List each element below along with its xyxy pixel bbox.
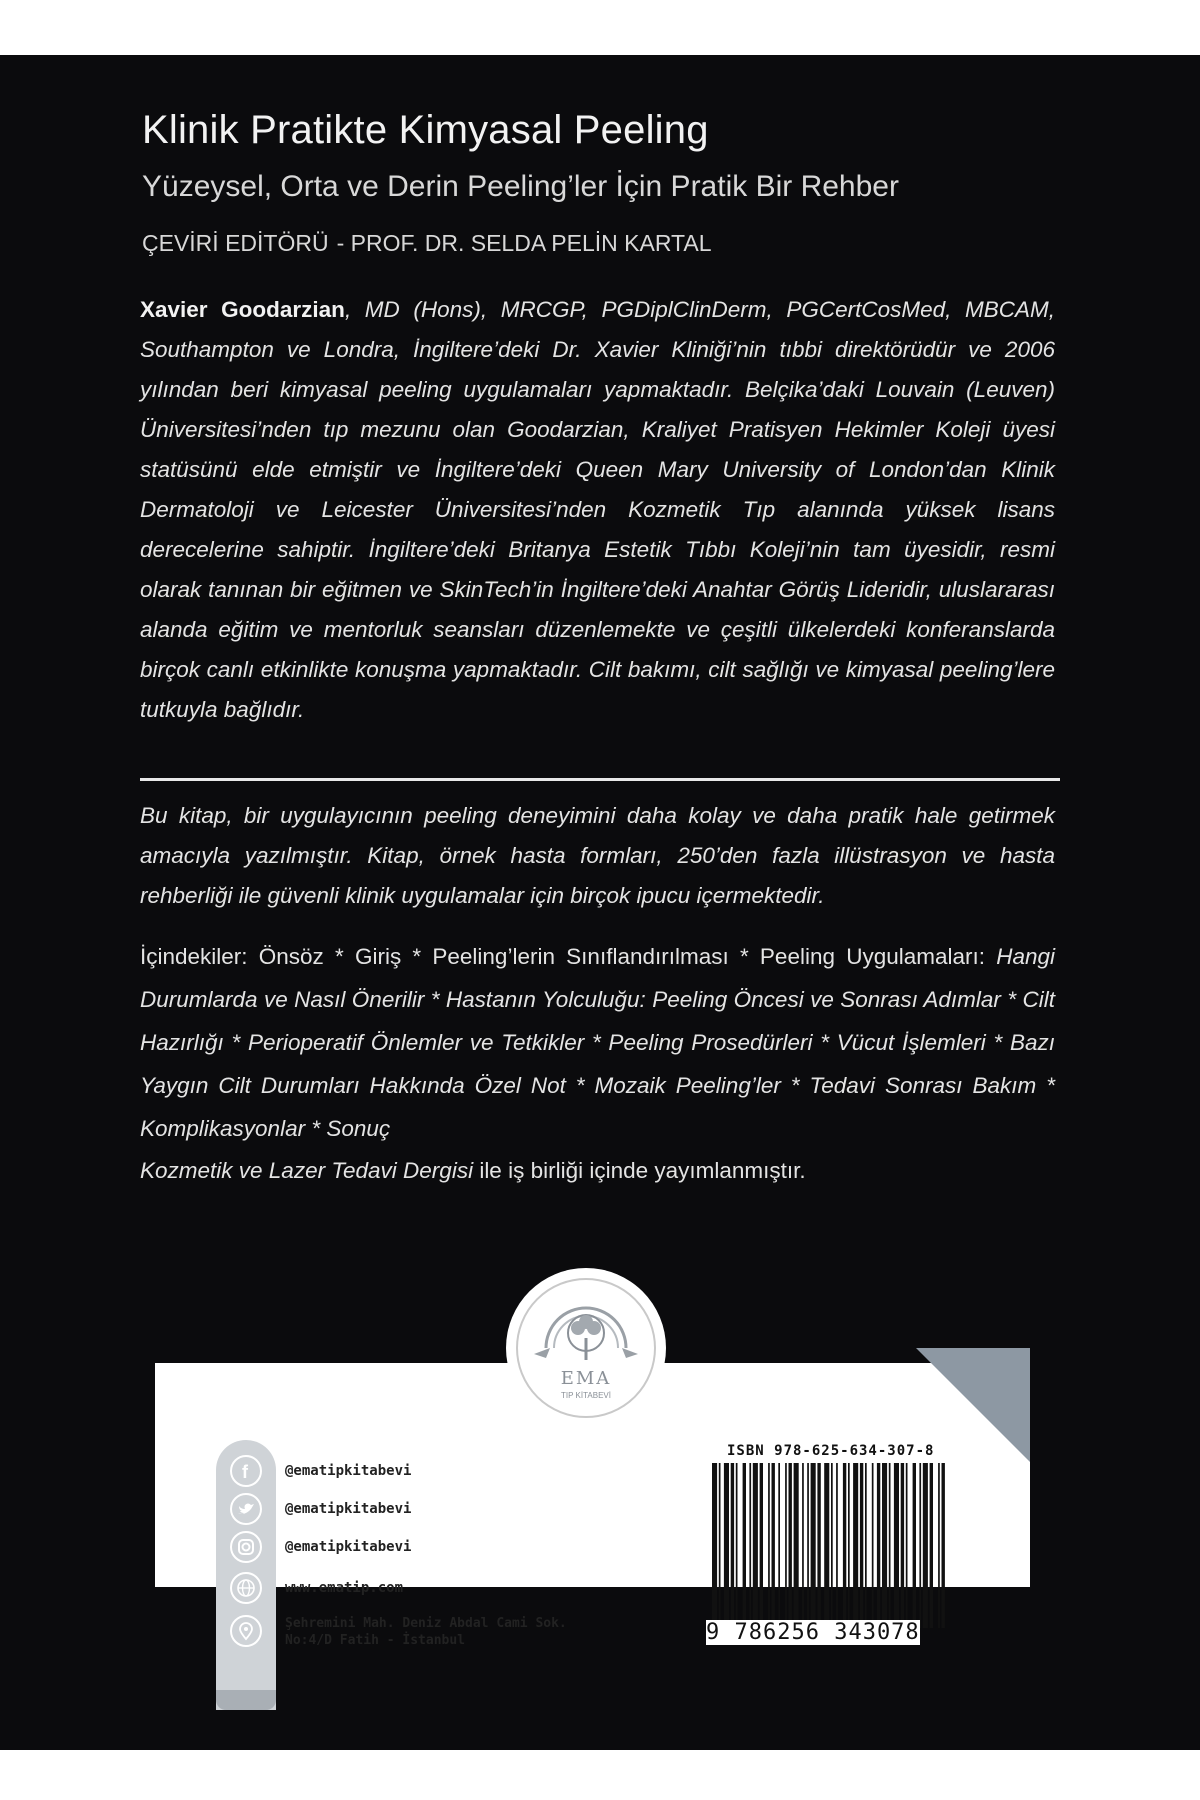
- translation-editor: [142, 230, 712, 257]
- svg-text:f: f: [242, 1462, 248, 1482]
- barcode-bar: [736, 1463, 738, 1628]
- publisher-note: [140, 1158, 806, 1184]
- barcode-bar: [802, 1463, 804, 1628]
- barcode-bar: [768, 1463, 770, 1628]
- barcode-bar: [923, 1463, 928, 1628]
- corner-shadow: [1030, 1348, 1046, 1478]
- barcode-bar: [807, 1463, 809, 1628]
- barcode-digits: 9 786256 343078: [706, 1620, 920, 1645]
- barcode-bar: [889, 1463, 891, 1628]
- barcode-bar: [930, 1463, 933, 1628]
- location-pin-icon: [230, 1615, 262, 1647]
- barcode-bar: [913, 1463, 916, 1628]
- barcode-bar: [894, 1463, 899, 1628]
- barcode-bar: [938, 1463, 940, 1628]
- barcode-bar: [836, 1463, 838, 1628]
- barcode-bar: [743, 1463, 746, 1628]
- barcode-bar: [831, 1463, 833, 1628]
- barcode-bar: [712, 1463, 717, 1628]
- book-title: Klinik Pratikte Kimyasal Peeling: [142, 108, 709, 152]
- table-of-contents: [140, 935, 1055, 1150]
- globe-icon: [230, 1572, 262, 1604]
- address-line-1: Şehremini Mah. Deniz Abdal Cami Sok.: [285, 1616, 567, 1631]
- barcode-bar: [789, 1463, 792, 1628]
- publisher-note-text: ile iş birliği içinde yayımlanmıştır.: [473, 1158, 806, 1183]
- logo-name: TIP KİTABEVİ: [561, 1391, 611, 1400]
- barcode-bar: [794, 1463, 799, 1628]
- barcode-bar: [749, 1463, 751, 1628]
- corner-fold: [916, 1348, 1046, 1478]
- isbn-label: ISBN 978-625-634-307-8: [727, 1443, 935, 1459]
- barcode-bar: [872, 1463, 874, 1628]
- author-name: Xavier Goodarzian: [140, 297, 345, 322]
- barcode-bar: [724, 1463, 729, 1628]
- facebook-handle[interactable]: @ematipkitabevi: [285, 1463, 412, 1479]
- barcode-bar: [942, 1463, 945, 1628]
- instagram-handle[interactable]: @ematipkitabevi: [285, 1539, 412, 1555]
- barcode-bar: [817, 1463, 820, 1628]
- barcode-bar: [843, 1463, 846, 1628]
- barcode-bar: [860, 1463, 863, 1628]
- barcode-bar: [877, 1463, 880, 1628]
- barcode-bar: [824, 1463, 829, 1628]
- barcode-bar: [882, 1463, 887, 1628]
- twitter-icon: [230, 1493, 262, 1525]
- editor-name: - PROF. DR. SELDA PELİN KARTAL: [336, 230, 712, 256]
- journal-name: Kozmetik ve Lazer Tedavi Dergisi: [140, 1158, 474, 1183]
- barcode-bar: [753, 1463, 758, 1628]
- author-bio: [140, 290, 1055, 730]
- facebook-icon: [230, 1455, 262, 1487]
- book-subtitle: Yüzeysel, Orta ve Derin Peeling’ler İçin Pratik Bir Rehber: [142, 170, 899, 203]
- barcode-bar: [853, 1463, 858, 1628]
- barcode-bar: [772, 1463, 775, 1628]
- website-link[interactable]: www.ematip.com: [285, 1580, 404, 1596]
- editor-label: ÇEVİRİ EDİTÖRÜ: [142, 230, 329, 256]
- book-summary: Bu kitap, bir uygulayıcının peeling deneyimini daha kolay ve daha pratik hale getirmek amacıyla yazılmıştır. Kitap, örnek hasta formları, 250’den fazla illüstrasyon ve hasta rehberliği ile güvenli klinik uygulamalar için birçok ipucu içermektedir.: [140, 803, 1055, 908]
- twitter-handle[interactable]: @ematipkitabevi: [285, 1501, 412, 1517]
- barcode-bar: [731, 1463, 734, 1628]
- ribbon-fold: [216, 1690, 276, 1710]
- section-divider: [140, 778, 1060, 781]
- logo-letters: EMA: [560, 1368, 612, 1389]
- contents-heading: İçindekiler: Önsöz * Giriş * Peeling’lerin Sınıflandırılması * Peeling Uygulamaları:: [140, 944, 985, 969]
- barcode-bar: [865, 1463, 867, 1628]
- author-bio-text: , MD (Hons), MRCGP, PGDiplClinDerm, PGCertCosMed, MBCAM, Southampton ve Londra, İngiltere’deki Dr. Xavier Kliniği’nin tıbbi direktörüdür ve 2006 yılından beri kimyasal peeling uygulamaları yapmaktadır. Belçika’daki Louvain (Leuven) Üniversitesi’nden tıp mezunu olan Goodarzian, Kraliyet Pratisyen Hekimler Koleji üyesi statüsünü elde etmiştir ve İngiltere’deki Queen Mary University of London’dan Klinik Dermatoloji ve Leicester Üniversitesi’nden Kozmetik Tıp alanında yüksek lisans derecelerine sahiptir. İngiltere’deki Britanya Estetik Tıbbı Koleji’nin tam üyesidir, resmi olarak tanınan bir eğitmen ve SkinTech’in İngiltere’deki Anahtar Görüş Lideridir, uluslararası alanda eğitim ve mentorluk seansları düzenlemekte ve çeşitli ülkelerdeki konferanslarda birçok canlı etkinlikte konuşma yapmaktadır. Cilt bakımı, cilt sağlığı ve kimyasal peeling’lere tutkuyla bağlıdır.: [140, 297, 1056, 722]
- barcode-bar: [848, 1463, 850, 1628]
- barcode-bar: [785, 1463, 787, 1628]
- barcode-bar: [760, 1463, 763, 1628]
- barcode-bar: [906, 1463, 908, 1628]
- address-line-2: No:4/D Fatih - İstanbul: [285, 1633, 466, 1648]
- barcode-bar: [901, 1463, 904, 1628]
- instagram-icon: [230, 1531, 262, 1563]
- barcode: [712, 1463, 947, 1628]
- barcode-bar: [778, 1463, 780, 1628]
- barcode-bar: [811, 1463, 816, 1628]
- contents-chapters: Hangi Durumlarda ve Nasıl Önerilir * Hastanın Yolculuğu: Peeling Öncesi ve Sonrası Adımlar * Cilt Hazırlığı * Perioperatif Önlemler ve Tetkikler * Peeling Prosedürleri * Vücut İşlemleri * Bazı Yaygın Cilt Durumları Hakkında Özel Not * Mozaik Peeling’ler * Tedavi Sonrası Bakım * Komplikasyonlar * Sonuç: [140, 944, 1055, 1141]
- barcode-bar: [719, 1463, 721, 1628]
- barcode-bar: [919, 1463, 921, 1628]
